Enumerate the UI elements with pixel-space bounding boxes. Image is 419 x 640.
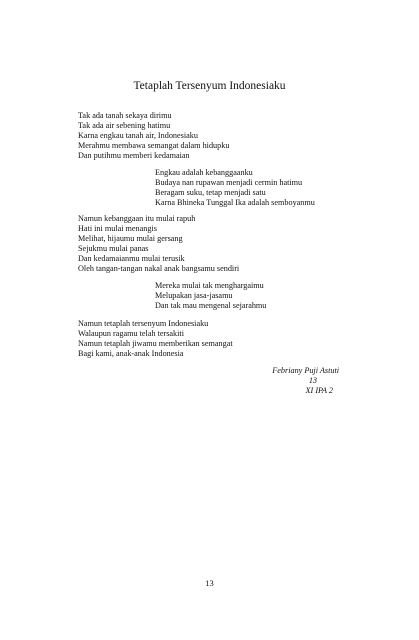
poem-stanza: [155, 281, 266, 311]
author-class: XI IPA 2: [305, 386, 333, 396]
poem-stanza: [78, 214, 239, 275]
poem-line: Budaya nan rupawan menjadi cermin hatimu: [155, 178, 303, 188]
poem-stanza: [78, 319, 233, 359]
page-number: 13: [205, 578, 214, 588]
author-signature: [272, 366, 339, 396]
poem-title: Tetaplah Tersenyum Indonesiaku: [133, 80, 286, 92]
poem-line: Namun kebanggaan itu mulai rapuh: [78, 214, 196, 223]
poem-line: Bagi kami, anak-anak Indonesia: [78, 349, 184, 359]
poem-line: Sejukmu mulai panas: [78, 244, 149, 254]
poem-stanza: [155, 168, 315, 208]
poem-line: Dan putihmu memberi kedamaian: [78, 151, 190, 161]
poem-line: Dan tak mau mengenal sejarahmu: [155, 301, 267, 311]
poem-line: Walaupun ragamu telah tersakiti: [78, 329, 184, 339]
poem-line: Tak ada air sebening hatimu: [78, 121, 171, 131]
author-number: 13: [308, 376, 317, 386]
poem-line: Hati ini mulai menangis: [78, 224, 157, 234]
poem-line: Oleh tangan-tangan nakal anak bangsamu sendiri: [78, 264, 240, 274]
poem-line: Karna engkau tanah air, Indonesiaku: [78, 131, 198, 141]
poem-line: Beragam suku, tetap menjadi satu: [155, 188, 266, 198]
poem-line: Merahmu membawa semangat dalam hidupku: [78, 141, 230, 151]
poem-line: Karna Bhineka Tunggal Ika adalah semboyanmu: [155, 198, 315, 208]
poem-line: Tak ada tanah sekaya dirimu: [78, 111, 172, 120]
poem-stanza: [78, 111, 229, 161]
poem-line: Namun tetaplah tersenyum Indonesiaku: [78, 319, 209, 328]
poem-line: Melihat, hijaumu mulai gersang: [78, 234, 183, 244]
poem-line: Dan kedamaianmu mulai terusik: [78, 254, 185, 264]
poem-line: Melupakan jasa-jasamu: [155, 291, 233, 301]
author-name: Febriany Puji Astuti: [272, 366, 339, 375]
poem-line: Mereka mulai tak menghargaimu: [155, 281, 264, 290]
poem-line: Engkau adalah kebanggaanku: [155, 168, 253, 177]
poem-line: Namun tetaplah jiwamu memberikan semangat: [78, 339, 233, 349]
